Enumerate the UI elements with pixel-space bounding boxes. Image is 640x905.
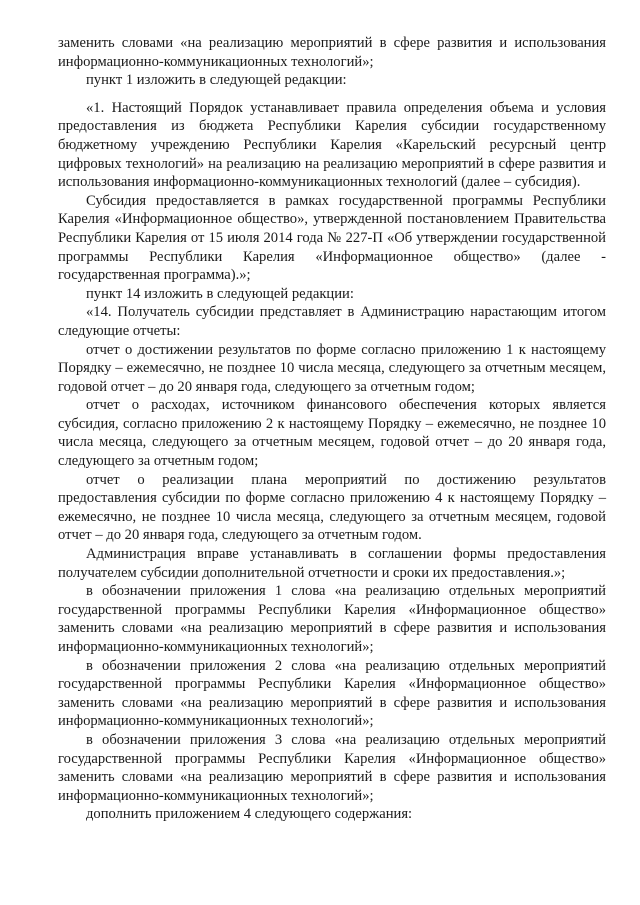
paragraph: пункт 14 изложить в следующей редакции: — [86, 285, 354, 302]
paragraph: в обозначении приложения 3 слова «на реализацию отдельных мероприятий государственной программы Республики Карелия «Информационное общество» заменить словами «на реализацию мероприятий в сфере развития и использования информационно-коммуникационных технологий»; — [58, 731, 606, 804]
paragraph: «1. Настоящий Порядок устанавливает правила определения объема и условия предоставления из бюджета Республики Карелия субсидии государственному бюджетному учреждению Республики Карелия «Карельский ресурсный центр цифровых технологий» на реализацию на реализацию мероприятий в сфере развития и использования информационно-коммуникационных технологий (далее – субсидия). — [58, 99, 606, 191]
paragraph: в обозначении приложения 2 слова «на реализацию отдельных мероприятий государственной программы Республики Карелия «Информационное общество» заменить словами «на реализацию мероприятий в сфере развития и использования информационно-коммуникационных технологий»; — [58, 657, 606, 730]
paragraph: отчет о реализации плана мероприятий по достижению результатов предоставления субсидии по форме согласно приложению 4 к настоящему Порядку – ежемесячно, не позднее 10 числа месяца, следующего за отчетным месяцем, годовой отчет – до 20 января года, следующего за отчетным годом. — [58, 471, 606, 544]
paragraph: дополнить приложением 4 следующего содержания: — [86, 806, 413, 823]
paragraph: Субсидия предоставляется в рамках государственной программы Республики Карелия «Информационное общество», утвержденной постановлением Правительства Республики Карелия от 15 июля 2014 года № 227-П «Об утверждении государственной программы Республики Карелия «Информационное общество» (далее - государственная программа).»; — [58, 192, 606, 284]
paragraph: отчет о достижении результатов по форме согласно приложению 1 к настоящему Порядку – ежемесячно, не позднее 10 числа месяца, следующего за отчетным месяцем, годовой отчет – до 20 января года, следующего за отчетным годом; — [58, 341, 606, 395]
paragraph: отчет о расходах, источником финансового обеспечения которых является субсидия, согласно приложению 2 к настоящему Порядку – ежемесячно, не позднее 10 числа месяца, следующего за отчетным месяцем, годовой отчет – до 20 января года, следующего за отчетным годом; — [58, 397, 606, 470]
paragraph: Администрация вправе устанавливать в соглашении формы предоставления получателем субсидии дополнительной отчетности и сроки их предоставления.»; — [58, 546, 606, 581]
paragraph: заменить словами «на реализацию мероприятий в сфере развития и использования информационно-коммуникационных технологий»; — [58, 35, 606, 70]
paragraph: в обозначении приложения 1 слова «на реализацию отдельных мероприятий государственной программы Республики Карелия «Информационное общество» заменить словами «на реализацию мероприятий в сфере развития и использования информационно-коммуникационных технологий»; — [58, 583, 606, 655]
paragraph: «14. Получатель субсидии представляет в Администрацию нарастающим итогом следующие отчеты: — [58, 304, 606, 339]
paragraph: пункт 1 изложить в следующей редакции: — [86, 72, 347, 89]
